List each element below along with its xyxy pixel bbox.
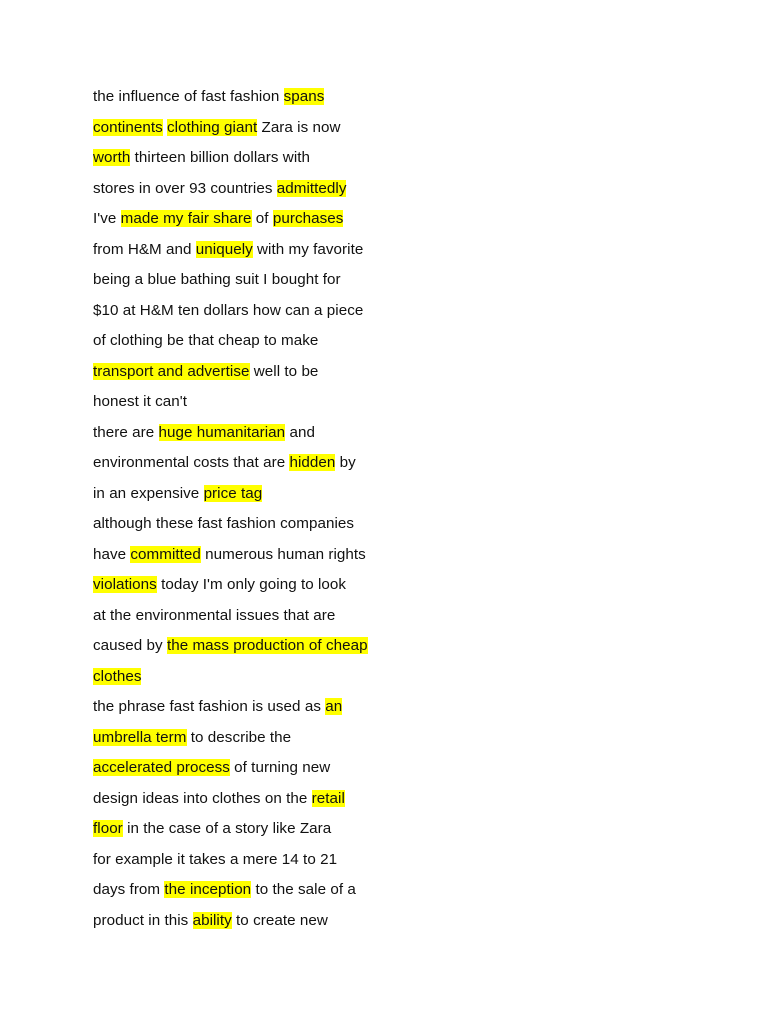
- transcript-line: [93, 601, 713, 632]
- transcript-line: [93, 296, 713, 327]
- highlighted-phrase: admittedly: [276, 179, 347, 197]
- highlighted-phrase: huge humanitarian: [158, 423, 286, 441]
- text-segment: product in this: [93, 911, 193, 929]
- text-segment: the phrase fast fashion is used as: [93, 698, 326, 715]
- highlighted-phrase: an: [325, 698, 343, 715]
- text-segment: stores in over 93 countries: [93, 179, 277, 197]
- transcript-line: [93, 479, 713, 510]
- transcript-line: [93, 387, 713, 418]
- text-segment: $10 at H&M ten dollars how can a piece: [93, 301, 364, 319]
- highlighted-phrase: floor: [93, 820, 123, 837]
- text-segment: for example it takes a mere 14 to 21: [93, 850, 338, 868]
- highlighted-phrase: ability: [192, 911, 232, 929]
- text-segment: environmental costs that are: [93, 454, 290, 471]
- transcript-line: [93, 692, 713, 723]
- highlighted-phrase: clothes: [93, 667, 142, 685]
- transcript-text: [93, 82, 713, 936]
- text-segment: of clothing be that cheap to make: [93, 332, 319, 349]
- highlighted-phrase: price tag: [203, 484, 263, 502]
- transcript-line: [93, 784, 713, 815]
- text-segment: of turning new: [229, 759, 331, 776]
- highlighted-phrase: spans: [283, 88, 325, 105]
- highlighted-phrase: retail: [311, 789, 345, 807]
- transcript-line: [93, 509, 713, 540]
- text-segment: although these fast fashion companies: [93, 515, 355, 532]
- transcript-line: [93, 204, 713, 235]
- text-segment: I've: [93, 210, 121, 227]
- transcript-line: [93, 357, 713, 388]
- transcript-line: [93, 570, 713, 601]
- transcript-line: [93, 143, 713, 174]
- text-segment: in the case of a story like Zara: [122, 820, 332, 837]
- highlighted-phrase: committed: [130, 545, 201, 563]
- highlighted-phrase: umbrella term: [93, 728, 187, 746]
- transcript-line: [93, 265, 713, 296]
- text-segment: of: [251, 210, 273, 227]
- highlighted-phrase: violations: [93, 576, 157, 593]
- transcript-line: [93, 540, 713, 571]
- transcript-line: [93, 631, 713, 662]
- transcript-line: [93, 174, 713, 205]
- text-segment: honest it can't: [93, 393, 187, 410]
- highlighted-phrase: transport and advertise: [93, 362, 250, 380]
- text-segment: and: [285, 423, 315, 441]
- text-segment: caused by: [93, 637, 167, 654]
- text-segment: Zara is now: [257, 118, 341, 136]
- transcript-line: [93, 326, 713, 357]
- transcript-line: [93, 418, 713, 449]
- transcript-line: [93, 662, 713, 693]
- text-segment: with my favorite: [252, 240, 364, 258]
- highlighted-phrase: made my fair share: [120, 210, 252, 227]
- transcript-line: [93, 448, 713, 479]
- text-segment: from H&M and: [93, 240, 196, 258]
- transcript-line: [93, 82, 713, 113]
- text-segment: today I'm only going to look: [156, 576, 347, 593]
- transcript-line: [93, 235, 713, 266]
- text-segment: thirteen billion dollars with: [130, 149, 311, 166]
- text-segment: well to be: [249, 362, 319, 380]
- text-segment: in an expensive: [93, 484, 204, 502]
- highlighted-phrase: clothing giant: [167, 118, 258, 136]
- transcript-line: [93, 845, 713, 876]
- text-segment: days from: [93, 881, 165, 898]
- text-segment: being a blue bathing suit I bought for: [93, 271, 341, 288]
- highlighted-phrase: continents: [93, 118, 163, 136]
- text-segment: to create new: [231, 911, 328, 929]
- highlighted-phrase: accelerated process: [93, 759, 230, 776]
- highlighted-phrase: the mass production of cheap: [166, 637, 368, 654]
- transcript-line: [93, 814, 713, 845]
- text-segment: design ideas into clothes on the: [93, 789, 312, 807]
- transcript-line: [93, 753, 713, 784]
- transcript-line: [93, 723, 713, 754]
- highlighted-phrase: purchases: [272, 210, 344, 227]
- transcript-line: [93, 875, 713, 906]
- text-segment: there are: [93, 423, 159, 441]
- text-segment: at the environmental issues that are: [93, 606, 336, 624]
- text-segment: by: [335, 454, 356, 471]
- text-segment: the influence of fast fashion: [93, 88, 284, 105]
- text-segment: numerous human rights: [200, 545, 366, 563]
- highlighted-phrase: uniquely: [195, 240, 253, 258]
- text-segment: have: [93, 545, 131, 563]
- text-segment: to describe the: [186, 728, 292, 746]
- transcript-line: [93, 906, 713, 937]
- text-segment: to the sale of a: [251, 881, 356, 898]
- highlighted-phrase: hidden: [289, 454, 336, 471]
- highlighted-phrase: worth: [93, 149, 131, 166]
- transcript-line: [93, 113, 713, 144]
- highlighted-phrase: the inception: [164, 881, 252, 898]
